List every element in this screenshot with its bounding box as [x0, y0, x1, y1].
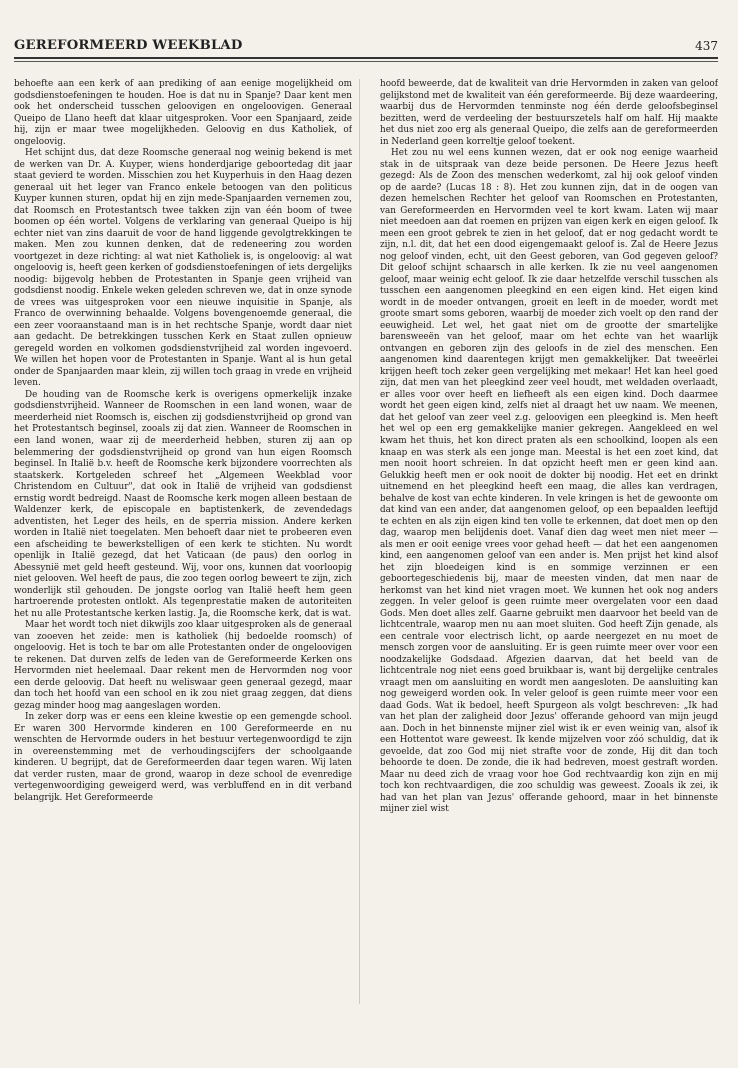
- page-number: 437: [695, 39, 718, 53]
- header-rule-thick: [14, 57, 718, 59]
- right-column: [380, 79, 718, 1004]
- left-column: [14, 79, 352, 1004]
- publication-title: GEREFORMEERD WEEKBLAD: [14, 38, 243, 53]
- paragraph: hoofd beweerde, dat de kwaliteit van drie Hervormden in zaken van geloof gelijkstond met de kwaliteit van één gereformeerde. Bij deze waardeering, waarbij dus de Hervormden tenminste nog één derde geloofsbeginsel bezitten, werd de verdeeling der bestuurszetels half om half. Hij maakte het dus niet zoo erg als generaal Queipo, die zelfs aan de gereformeerden in Nederland geen korreltje geloof toekent.: [380, 79, 718, 147]
- paragraph: In zeker dorp was er eens een kleine kwestie op een gemengde school. Er waren 300 Hervormde kinderen en 100 Gereformeerde en nu wenschten de Hervormde ouders in het bestuur vertegenwoordigd te zijn in overeenstemming met de verhoudingscijfers der schoolgaande kinderen. U begrijpt, dat de Gereformeerden daar tegen waren. Wij laten dat verder rusten, maar de grond, waarop in deze school de evenredige vertegenwoordiging geweigerd werd, was verbluffend en in dit verband belangrijk. Het Gereformeerde: [14, 712, 352, 803]
- masthead: [14, 38, 718, 58]
- paragraph: behoefte aan een kerk of aan prediking of aan eenige mogelijkheid om godsdienstoefeningen te houden. Hoe is dat nu in Spanje? Daar kent men ook het onderscheid tusschen geloovigen en ongeloovigen. Generaal Queipo de Llano heeft dat klaar uitgesproken. Voor een Spanjaard, zeide hij, zijn er maar twee mogelijkheden. Geloovig en dus Katholiek, of ongeloovig.: [14, 79, 352, 147]
- header-rule-thin: [14, 61, 718, 62]
- paragraph: De houding van de Roomsche kerk is overigens opmerkelijk inzake godsdienstvrijheid. Wanneer de Roomschen in een land wonen, waar de meerderheid niet Roomsch is, eischen zij godsdienstvrijheid op grond van het Protestantsch beginsel, zooals zij dat zien. Wanneer de Roomschen in een land wonen, waar zij de meerderheid hebben, sturen zij aan op belemmering der godsdienstvrijheid op grond van hun eigen Roomsch beginsel. In Italië b.v. heeft de Roomsche kerk bijzondere voorrechten als staatskerk. Kortgeleden schreef het „Algemeen Weekblad voor Christendom en Cultuur", dat ook in Italië de vrijheid van godsdienst ernstig wordt bedreigd. Naast de Roomsche kerk mogen alleen bestaan de Waldenzer kerk, de episcopale en baptistenkerk, de zevendedags adventisten, het Leger des heils, en de sperria mission. Andere kerken worden in Italië niet toegelaten. Men behoeft daar niet te probeeren even een afscheiding te bewerkstelligen of een kerk te stichten. Nu wordt openlijk in Italië gezegd, dat het Vaticaan (de paus) den oorlog in Abessynië met geld heeft gesteund. Wij, voor ons, kunnen dat voorloopig niet gelooven. Wel heeft de paus, die zoo tegen oorlog beweert te zijn, zich wonderlijk stil gehouden. De jongste oorlog van Italië heeft hem geen hartroerende protesten ontlokt. Als tegenprestatie maken de autoriteiten het nu alle Protestantsche kerken lastig. Ja, die Roomsche kerk, dat is wat.: [14, 389, 352, 619]
- column-separator: [359, 79, 360, 1004]
- paragraph: Het zou nu wel eens kunnen wezen, dat er ook nog eenige waarheid stak in de uitspraak van deze beide personen. De Heere Jezus heeft gezegd: Als de Zoon des menschen wederkomt, zal hij ook geloof vinden op de aarde? (Lucas 18 : 8). Het zou kunnen zijn, dat in de oogen van dezen hemelschen Rechter het geloof van Roomschen en Protestanten, van Gereformeerden en Hervormden veel te kort kwam. Laten wij maar niet meedoen aan dat roemen en prijzen van eigen kerk en eigen geloof. Ik meen een groot gebrek te zien in het geloof, dat er nog gedacht wordt te zijn, n.l. dit, dat het een dood eigengemaakt geloof is. Zal de Heere Jezus nog geloof vinden, echt, uit den Geest geboren, van God gegeven geloof? Dit geloof schijnt schaarsch in alle kerken. Ik zie nu veel aangenomen geloof, maar weinig echt geloof. Ik zie daar hetzelfde verschil tusschen als tusschen een aangenomen pleegkind en een eigen kind. Het eigen kind wordt in de moeder ontvangen, groeit en leeft in de moeder, wordt met groote smart soms geboren, waarbij de moeder zich voelt op den rand der eeuwigheid. Let wel, het gaat niet om de grootte der smartelijke barensweeën van het geloof, maar om het echte van het waarlijk ontvangen en geboren zijn des geloofs in de ziel des menschen. Een aangenomen kind daarentegen krijgt men gemakkelijker. Dat tweeërlei krijgen heeft toch zeker geen vergelijking met mekaar! Het kan heel goed zijn, dat men van het pleegkind zeer veel houdt, met weldaden overlaadt, er alles voor over heeft en liefheeft als een eigen kind. Doch daarmee wordt het geen eigen kind, zelfs niet al draagt het uw naam. We meenen, dat het geloof van zeer veel z.g. geloovigen een pleegkind is. Men heeft het wel op een erg gemakkelijke manier gekregen. Aangekleed en wel kwam het thuis, het kon direct praten als een schoolkind, loopen als een knaap en was sterk als een jonge man. Meestal is het een zoet kind, dat men nooit hoort schreien. In dat opzicht heeft men er geen kind aan. Gelukkig heeft men er ook nooit de dokter bij noodig. Het eet en drinkt uitnemend en het pleegkind heeft een maag, die alles kan verdragen, behalve de kost van echte kinderen. In vele kringen is het de gewoonte om dat kind van een ander, dat aangenomen geloof, op een bepaalden leeftijd te echten en als zijn eigen kind ten volle te erkennen, dat doet men op den dag, waarop men belijdenis doet. Vanaf dien dag weet men niet meer — als men er ooit eenige vrees voor gehad heeft — dat het een aangenomen kind, een aangenomen geloof van een ander is. Men prijst het kind alsof het zijn bloedeigen kind is en sommige verzinnen er een geboortegeschiedenis bij, maar de meesten vinden, dat men naar de herkomst van het kind niet vragen moet. We kunnen het ook nog anders zeggen. In veler geloof is geen ruimte meer overgelaten voor een daad Gods. Men doet alles zelf. Gaarne gebruikt men daarvoor het beeld van de lichtcentrale, waarop men nu aan moet sluiten. God heeft Zijn genade, als een centrale voor electrisch licht, op aarde neergezet en nu moet de mensch zorgen voor de aansluiting. Er is geen ruimte meer over voor een noodzakelijke Godsdaad. Afgezien daarvan, dat het beeld van de lichtcentrale nog niet eens goed bruikbaar is, want bij dergelijke centrales vraagt men om aansluiting en wordt men aangesloten. De aansluiting kan nog geweigerd worden ook. In veler geloof is geen ruimte meer voor een daad Gods. Wat ik bedoel, heeft Spurgeon als volgt beschreven: „Ik had van het plan der zaligheid door Jezus' offerande gehoord van mijn jeugd aan. Doch in het binnenste mijner ziel wist ik er even weinig van, alsof ik een Hottentot ware geweest. Ik kende mijzelven voor zóó schuldig, dat ik gevoelde, dat zoo God mij niet strafte voor de zonde, Hij dit dan toch behoorde te doen. De zonde, die ik had bedreven, moest gestraft worden. Maar nu deed zich de vraag voor hoe God rechtvaardig kon zijn en mij toch kon rechtvaardigen, die zoo schuldig was geweest. Zooals ik zei, ik had van het plan van Jezus' offerande gehoord, maar in het binnenste mijner ziel wist: [380, 148, 718, 815]
- paragraph: Maar het wordt toch niet dikwijls zoo klaar uitgesproken als de generaal van zooeven het zeide: men is katholiek (hij bedoelde roomsch) of ongeloovig. Het is toch te bar om alle Protestanten onder de ongeloovigen te rekenen. Dat durven zelfs de leden van de Gereformeerde Kerken ons Hervormden niet heelemaal. Daar rekent men de Hervormden nog voor een derde geloovig. Dat heeft nu weliswaar geen generaal gezegd, maar dan toch het hoofd van een school en ik zou niet graag zeggen, dat diens gezag minder hoog mag aangeslagen worden.: [14, 620, 352, 711]
- paragraph: Het schijnt dus, dat deze Roomsche generaal nog weinig bekend is met de werken van Dr. A. Kuyper, wiens honderdjarige geboortedag dit jaar staat gevierd te worden. Misschien zou het Kuyperhuis in den Haag dezen generaal uit het leger van Franco enkele betoogen van den politicus Kuyper kunnen sturen, opdat hij en zijn mede-Spanjaarden vernemen zou, dat Roomsch en Protestantsch twee takken zijn van één boom of twee boomen op één wortel. Volgens de verklaring van generaal Queipo is hij echter niet van zins daaruit de voor de hand liggende gevolgtrekkingen te maken. Men zou kunnen denken, dat de redeneering zou worden voortgezet in deze richting: al wat niet Katholiek is, is ongeloovig: al wat ongeloovig is, heeft geen kerken of godsdienstoefeningen of iets dergelijks noodig: bijgevolg hebben de Protestanten in Spanje geen vrijheid van godsdienst noodig. Enkele weken geleden schreven we, dat in onze synode de vrees was uitgesproken voor een nieuwe inquisitie in Spanje, als Franco de overwinning behaalde. Volgens bovengenoemde generaal, die een zeer vooraanstaand man is in het rechtsche Spanje, wordt daar niet aan gedacht. De betrekkingen tusschen Kerk en Staat zullen opnieuw geregeld worden en volkomen godsdienstvrijheid zal worden ingevoerd. We willen het hopen voor de Protestanten in Spanje. Want al is hun getal onder de Spanjaarden maar klein, zij willen toch graag in vrede en vrijheid leven.: [14, 148, 352, 389]
